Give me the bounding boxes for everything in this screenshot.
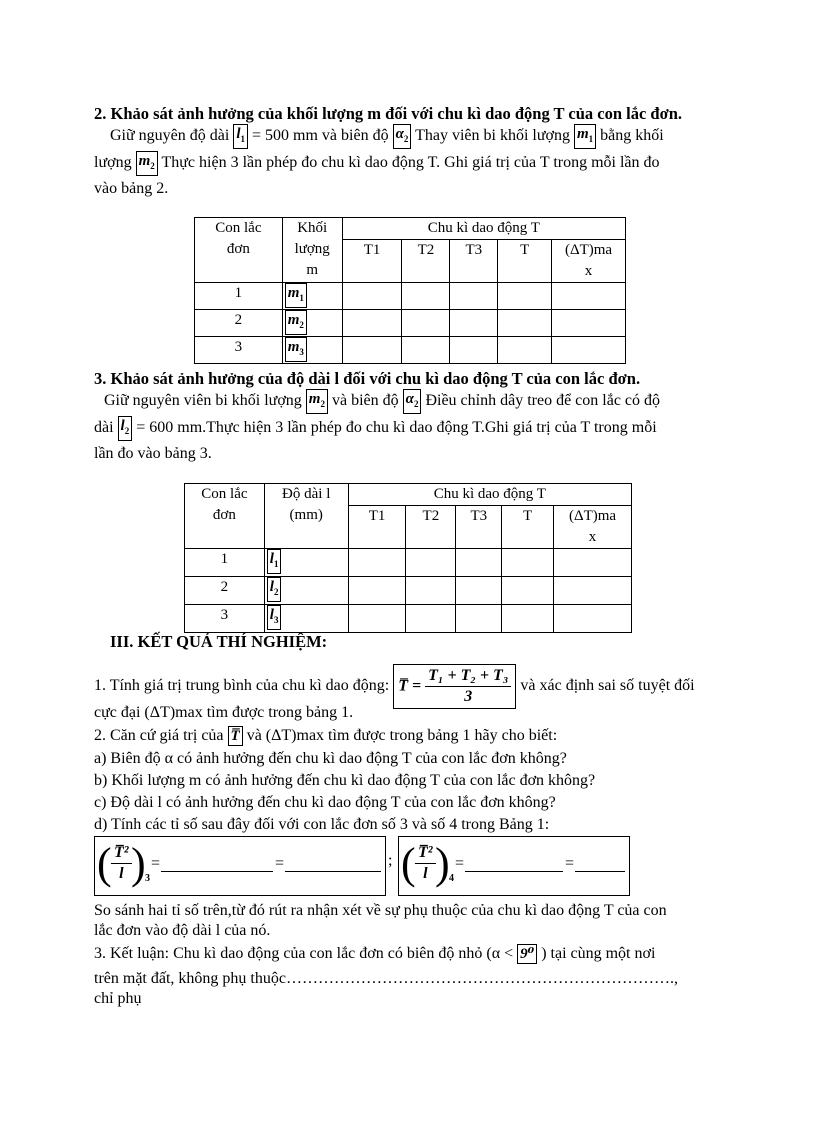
length-l1-value: = 500 mm: [252, 127, 318, 144]
table-cell: [342, 283, 402, 310]
compare-line-2: lắc đơn vào độ dài l của nó.: [94, 922, 271, 939]
table-row-mass: $m_2$: [282, 310, 342, 337]
amplitude-alpha2-box: $\alpha_2$: [393, 124, 412, 149]
table-cell: [554, 549, 632, 577]
table-2-header-t: T: [498, 240, 552, 283]
table-cell: [502, 605, 554, 633]
amplitude-alpha2-box: $\alpha_2$: [403, 389, 422, 414]
table-cell: [456, 549, 502, 577]
table-cell: [406, 605, 456, 633]
table-cell: [498, 310, 552, 337]
table-2-header-t3: T3: [450, 240, 498, 283]
table-cell: [554, 605, 632, 633]
text: và biên độ: [321, 127, 389, 144]
table-row-index: 2: [195, 310, 283, 337]
section-3-line-3: lần đo vào bảng 3.: [94, 445, 212, 462]
section-3-heading: 3. Khảo sát ảnh hưởng của độ dài l đối với chu kì dao động T của con lắc đơn.: [94, 369, 641, 388]
table-2-header-t2: T2: [402, 240, 450, 283]
text: ) tại cùng một nơi: [541, 945, 656, 962]
table-cell: [456, 577, 502, 605]
text: 1. Tính giá trị trung bình của chu kì dao động:: [94, 677, 390, 695]
text: Giữ nguyên độ dài: [110, 127, 230, 144]
conclusion-line-1: [94, 941, 655, 967]
question-d: d) Tính các tỉ số sau đây đối với con lắc đơn số 3 và số 4 trong Bảng 1:: [94, 816, 550, 833]
section-2-heading: 2. Khảo sát ảnh hưởng của khối lượng m đối với chu kì dao động T của con lắc đơn.: [94, 104, 683, 123]
text: = 600 mm.Thực hiện 3 lần phép đo chu kì dao động T.Ghi giá trị của T trong mỗi: [136, 419, 657, 436]
question-a: a) Biên độ α có ảnh hưởng đến chu kì dao động T của con lắc đơn không?: [94, 750, 567, 767]
separator: ;: [388, 852, 393, 869]
table-2-header-dtmax: (ΔT)ma x: [552, 240, 626, 283]
conclusion-line-3: chỉ phụ: [94, 990, 142, 1007]
table-row-index: 3: [185, 605, 265, 633]
text: và xác định sai số tuyệt đối: [520, 677, 695, 695]
text: và biên độ: [331, 392, 399, 409]
section-3-line-1: [104, 388, 660, 414]
table-cell: [348, 577, 406, 605]
compare-line-1: So sánh hai tỉ số trên,từ đó rút ra nhận xét về sự phụ thuộc của chu kì dao động T của con: [94, 902, 667, 919]
table-3: [184, 483, 632, 633]
table-row-index: 1: [185, 549, 265, 577]
section-2-line-1: [110, 123, 664, 149]
text: Giữ nguyên viên bi khối lượng: [104, 392, 302, 409]
text: dài: [94, 419, 114, 436]
table-3-header-period: Chu kì dao động T: [348, 484, 631, 506]
table-row-length: $l_1$: [264, 549, 348, 577]
conclusion-line-2: trên mặt đất, không phụ thuộc……………………………………………………………….,: [94, 970, 678, 987]
table-cell: [450, 283, 498, 310]
table-cell: [342, 310, 402, 337]
table-cell: [450, 337, 498, 364]
table-3-header-t2: T2: [406, 506, 456, 549]
table-cell: [552, 310, 626, 337]
mean-period-box: T̅: [228, 726, 243, 746]
mass-m2-box: $m_2$: [136, 151, 158, 176]
ratio-box-4: ( $\frac{\text{T̅²}}{l}$ ) 4 = =: [398, 836, 630, 896]
length-l2-box: $l_2$: [118, 416, 133, 441]
text: và (ΔT)max tìm được trong bảng 1 hãy cho biết:: [246, 727, 558, 744]
table-cell: [348, 605, 406, 633]
table-cell: [406, 577, 456, 605]
text: 2. Căn cứ giá trị của: [94, 727, 224, 744]
table-row-index: 2: [185, 577, 265, 605]
table-cell: [502, 577, 554, 605]
text: lượng: [94, 154, 132, 171]
section-2-line-3: vào bảng 2.: [94, 180, 169, 197]
table-2-header-mass: Khối lượng m: [282, 218, 342, 283]
table-cell: [402, 283, 450, 310]
text: 3. Kết luận: Chu kì dao động của con lắc đơn có biên độ nhỏ (α <: [94, 945, 514, 962]
table-2-header-period: Chu kì dao động T: [342, 218, 625, 240]
section-2-line-2: [94, 150, 660, 176]
table-3-header-t1: T1: [348, 506, 406, 549]
table-row-index: 1: [195, 283, 283, 310]
table-2: [194, 217, 626, 364]
mean-period-formula: T̅ = $\frac{\text{T₁ + T₂ + T₃}}{3}$: [393, 664, 516, 709]
table-cell: [552, 337, 626, 364]
table-cell: [402, 337, 450, 364]
result-1-line-2: cực đại (ΔT)max tìm được trong bảng 1.: [94, 704, 354, 721]
table-cell: [402, 310, 450, 337]
table-cell: [552, 283, 626, 310]
mass-m1-box: $m_1$: [574, 124, 596, 149]
table-cell: [498, 337, 552, 364]
table-3-header-length: Độ dài l (mm): [264, 484, 348, 549]
mass-m2-box: $m_2$: [306, 389, 328, 414]
table-cell: [502, 549, 554, 577]
table-row-length: $l_3$: [264, 605, 348, 633]
text: Thực hiện 3 lần phép đo chu kì dao động T. Ghi giá trị của T trong mỗi lần đo: [161, 154, 660, 171]
results-heading: III. KẾT QUẢ THÍ NGHIỆM:: [110, 632, 328, 651]
table-cell: [554, 577, 632, 605]
table-row-index: 3: [195, 337, 283, 364]
ratio-box-3: ( $\frac{\text{T̅²}}{l}$ ) 3 = =: [94, 836, 386, 896]
section-3-line-2: [94, 415, 657, 441]
table-cell: [348, 549, 406, 577]
text: bằng khối: [600, 127, 664, 144]
table-3-header-t3: T3: [456, 506, 502, 549]
table-row-mass: $m_1$: [282, 283, 342, 310]
table-cell: [342, 337, 402, 364]
table-row-length: $l_2$: [264, 577, 348, 605]
text: Điều chỉnh dây treo để con lắc có độ: [425, 392, 661, 409]
table-row-mass: $m_3$: [282, 337, 342, 364]
table-cell: [406, 549, 456, 577]
table-2-header-t1: T1: [342, 240, 402, 283]
table-3-header-t: T: [502, 506, 554, 549]
table-3-header-pendulum: Con lắc đơn: [185, 484, 265, 549]
text: Thay viên bi khối lượng: [415, 127, 570, 144]
angle-9-degree-box: 9⁰: [517, 944, 537, 964]
length-l1-box: $l_1$: [233, 124, 248, 149]
table-2-header-pendulum: Con lắc đơn: [195, 218, 283, 283]
table-cell: [456, 605, 502, 633]
table-cell: [498, 283, 552, 310]
question-c: c) Độ dài l có ảnh hưởng đến chu kì dao động T của con lắc đơn không?: [94, 794, 556, 811]
question-b: b) Khối lượng m có ảnh hưởng đến chu kì dao động T của con lắc đơn không?: [94, 772, 596, 789]
table-cell: [450, 310, 498, 337]
table-3-header-dtmax: (ΔT)ma x: [554, 506, 632, 549]
